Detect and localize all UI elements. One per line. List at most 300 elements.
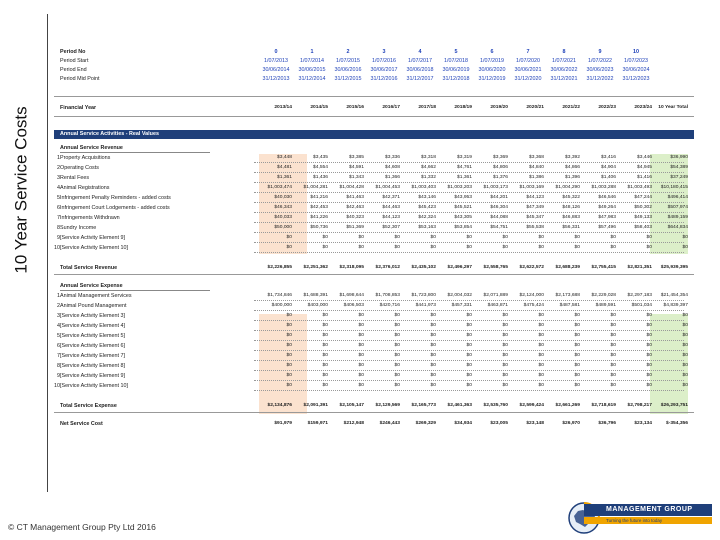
revenue-value-cell[interactable]: $0 xyxy=(538,245,544,250)
expense-value-cell[interactable]: $0 xyxy=(502,373,508,378)
expense-value-cell[interactable]: $0 xyxy=(466,333,472,338)
revenue-value-cell[interactable]: $1,361 xyxy=(277,175,292,180)
expense-value-cell[interactable]: $0 xyxy=(286,383,292,388)
expense-value-cell[interactable]: $0 xyxy=(358,363,364,368)
revenue-value-cell[interactable]: $4,904 xyxy=(601,165,616,170)
period-date-cell[interactable]: 31/12/2016 xyxy=(370,76,398,82)
expense-value-cell[interactable]: $0 xyxy=(646,363,652,368)
expense-value-cell[interactable]: $0 xyxy=(574,363,580,368)
expense-value-cell[interactable]: $463,871 xyxy=(487,303,508,308)
period-date-cell[interactable]: 31/12/2021 xyxy=(550,76,578,82)
expense-value-cell[interactable]: $0 xyxy=(466,343,472,348)
expense-value-cell[interactable]: $0 xyxy=(502,343,508,348)
revenue-value-cell[interactable]: $489,159 xyxy=(667,215,688,220)
expense-value-cell[interactable]: $0 xyxy=(574,323,580,328)
revenue-value-cell[interactable]: $0 xyxy=(286,245,292,250)
revenue-value-cell[interactable]: $4,591 xyxy=(349,165,364,170)
expense-value-cell[interactable]: $406,503 xyxy=(343,303,364,308)
revenue-value-cell[interactable]: $43,146 xyxy=(418,195,436,200)
expense-value-cell[interactable]: $0 xyxy=(358,323,364,328)
revenue-value-cell[interactable]: $44,123 xyxy=(526,195,544,200)
period-number-cell: 10 xyxy=(633,49,639,55)
revenue-value-cell[interactable]: $48,126 xyxy=(562,205,580,210)
period-date-cell[interactable]: 30/06/2023 xyxy=(586,67,614,73)
expense-value-cell[interactable]: $0 xyxy=(682,333,688,338)
expense-value-cell[interactable]: $0 xyxy=(322,343,328,348)
expense-value-cell[interactable]: $0 xyxy=(610,343,616,348)
expense-value-cell[interactable]: $0 xyxy=(466,313,472,318)
revenue-value-cell[interactable]: $1,003,474 xyxy=(267,185,292,190)
revenue-value-cell[interactable]: $4,608 xyxy=(385,165,400,170)
revenue-value-cell[interactable]: $46,883 xyxy=(562,215,580,220)
expense-value-cell[interactable]: $0 xyxy=(610,373,616,378)
expense-value-cell[interactable]: $0 xyxy=(322,323,328,328)
period-date-cell[interactable]: 31/12/2013 xyxy=(262,76,290,82)
revenue-value-cell[interactable]: $0 xyxy=(430,235,436,240)
expense-value-cell[interactable]: $0 xyxy=(286,363,292,368)
revenue-value-cell[interactable]: $0 xyxy=(502,245,508,250)
period-date-cell[interactable]: 31/12/2014 xyxy=(298,76,326,82)
period-date-cell[interactable]: 30/06/2014 xyxy=(262,67,290,73)
revenue-value-cell[interactable]: $42,324 xyxy=(418,215,436,220)
revenue-value-cell[interactable]: $4,840 xyxy=(529,165,544,170)
period-date-cell[interactable]: 30/06/2018 xyxy=(406,67,434,73)
revenue-value-cell[interactable]: $47,983 xyxy=(598,215,616,220)
expense-value-cell[interactable]: $0 xyxy=(466,353,472,358)
expense-value-cell[interactable]: $0 xyxy=(502,333,508,338)
revenue-value-cell[interactable]: $46,546 xyxy=(598,195,616,200)
expense-value-cell[interactable]: $0 xyxy=(646,313,652,318)
expense-value-cell[interactable]: $0 xyxy=(646,373,652,378)
expense-value-cell[interactable]: $420,716 xyxy=(379,303,400,308)
revenue-value-cell[interactable]: $44,201 xyxy=(490,195,508,200)
period-date-cell[interactable]: 31/12/2020 xyxy=(514,76,542,82)
period-date-cell[interactable]: 30/06/2021 xyxy=(514,67,542,73)
revenue-total-cell: $2,688,239 xyxy=(555,265,580,270)
revenue-value-cell[interactable]: $3,336 xyxy=(385,155,400,160)
expense-value-cell[interactable]: $0 xyxy=(358,333,364,338)
net-service-cost-cell: $212,948 xyxy=(343,421,364,426)
expense-value-cell[interactable]: $0 xyxy=(430,333,436,338)
revenue-value-cell[interactable]: $53,163 xyxy=(418,225,436,230)
expense-value-cell[interactable]: $0 xyxy=(394,383,400,388)
revenue-value-cell[interactable]: $1,004,453 xyxy=(375,185,400,190)
period-date-cell[interactable]: 30/06/2022 xyxy=(550,67,578,73)
expense-value-cell[interactable]: $0 xyxy=(286,313,292,318)
expense-row-label: [Service Activity Element 5] xyxy=(60,333,126,339)
expense-value-cell[interactable]: $0 xyxy=(430,323,436,328)
expense-value-cell[interactable]: $0 xyxy=(394,323,400,328)
revenue-value-cell[interactable]: $1,416 xyxy=(637,175,652,180)
expense-value-cell[interactable]: $0 xyxy=(538,363,544,368)
revenue-value-cell[interactable]: $1,003,403 xyxy=(411,185,436,190)
revenue-value-cell[interactable]: $1,396 xyxy=(565,175,580,180)
revenue-value-cell[interactable]: $0 xyxy=(646,245,652,250)
revenue-value-cell[interactable]: $42,371 xyxy=(382,195,400,200)
revenue-value-cell[interactable]: $37,249 xyxy=(670,175,688,180)
expense-value-cell[interactable]: $0 xyxy=(610,363,616,368)
revenue-value-cell[interactable]: $10,180,415 xyxy=(660,185,688,190)
revenue-value-cell[interactable]: $0 xyxy=(646,235,652,240)
revenue-value-cell[interactable]: $0 xyxy=(610,245,616,250)
period-date-cell[interactable]: 31/12/2019 xyxy=(478,76,506,82)
financial-year-label: Financial Year xyxy=(60,105,97,111)
expense-value-cell[interactable]: $0 xyxy=(358,373,364,378)
revenue-value-cell[interactable]: $0 xyxy=(394,235,400,240)
expense-value-cell[interactable]: $441,973 xyxy=(415,303,436,308)
expense-value-cell[interactable]: $0 xyxy=(682,373,688,378)
expense-value-cell[interactable]: $2,071,889 xyxy=(483,293,508,298)
expense-value-cell[interactable]: $0 xyxy=(610,333,616,338)
revenue-value-cell[interactable]: $45,521 xyxy=(454,205,472,210)
revenue-value-cell[interactable]: $41,226 xyxy=(310,215,328,220)
expense-value-cell[interactable]: $0 xyxy=(682,383,688,388)
revenue-row xyxy=(54,224,694,232)
expense-value-cell[interactable]: $0 xyxy=(682,343,688,348)
revenue-value-cell[interactable]: $42,453 xyxy=(310,205,328,210)
row-number: 1 xyxy=(57,155,60,161)
expense-value-cell[interactable]: $0 xyxy=(358,383,364,388)
period-date-cell[interactable]: 1/07/2020 xyxy=(516,58,540,64)
expense-row xyxy=(54,312,694,320)
period-date-cell[interactable]: 1/07/2023 xyxy=(624,58,648,64)
revenue-value-cell[interactable]: $4,662 xyxy=(421,165,436,170)
expense-value-cell[interactable]: $0 xyxy=(466,323,472,328)
revenue-value-cell[interactable]: $3,392 xyxy=(565,155,580,160)
revenue-value-cell[interactable]: $1,376 xyxy=(493,175,508,180)
expense-value-cell[interactable]: $0 xyxy=(538,383,544,388)
revenue-value-cell[interactable]: $47,244 xyxy=(634,195,652,200)
revenue-value-cell[interactable]: $1,003,493 xyxy=(627,185,652,190)
expense-value-cell[interactable]: $0 xyxy=(394,313,400,318)
expense-value-cell[interactable]: $0 xyxy=(502,383,508,388)
expense-value-cell[interactable]: $2,004,032 xyxy=(447,293,472,298)
revenue-value-cell[interactable]: $1,343 xyxy=(349,175,364,180)
revenue-value-cell[interactable]: $3,319 xyxy=(457,155,472,160)
revenue-value-cell[interactable]: $45,423 xyxy=(418,205,436,210)
revenue-row-label: Operating Costs xyxy=(60,165,99,171)
revenue-value-cell[interactable]: $1,361 xyxy=(457,175,472,180)
revenue-value-cell[interactable]: $0 xyxy=(466,245,472,250)
expense-value-cell[interactable]: $501,034 xyxy=(631,303,652,308)
revenue-value-cell[interactable]: $44,463 xyxy=(382,205,400,210)
revenue-value-cell[interactable]: $49,133 xyxy=(634,215,652,220)
expense-value-cell[interactable]: $0 xyxy=(574,313,580,318)
expense-value-cell[interactable]: $0 xyxy=(358,343,364,348)
expense-value-cell[interactable]: $0 xyxy=(538,323,544,328)
expense-value-cell[interactable]: $0 xyxy=(502,363,508,368)
expense-value-cell[interactable]: $400,000 xyxy=(271,303,292,308)
revenue-value-cell[interactable]: $0 xyxy=(286,235,292,240)
expense-value-cell[interactable]: $0 xyxy=(286,323,292,328)
expense-value-cell[interactable]: $0 xyxy=(286,373,292,378)
expense-value-cell[interactable]: $0 xyxy=(538,313,544,318)
revenue-value-cell[interactable]: $51,369 xyxy=(346,225,364,230)
revenue-value-cell[interactable]: $1,332 xyxy=(421,175,436,180)
revenue-value-cell[interactable]: $4,806 xyxy=(493,165,508,170)
expense-value-cell[interactable]: $0 xyxy=(286,353,292,358)
expense-value-cell[interactable]: $0 xyxy=(358,313,364,318)
revenue-value-cell[interactable]: $46,304 xyxy=(490,205,508,210)
revenue-value-cell[interactable]: $0 xyxy=(682,235,688,240)
period-date-cell[interactable]: 1/07/2013 xyxy=(264,58,288,64)
revenue-value-cell[interactable]: $1,406 xyxy=(601,175,616,180)
revenue-value-cell[interactable]: $55,538 xyxy=(526,225,544,230)
revenue-value-cell[interactable]: $3,435 xyxy=(313,155,328,160)
expense-value-cell[interactable]: $0 xyxy=(322,333,328,338)
expense-total-cell: $2,091,391 xyxy=(303,403,328,408)
period-date-cell[interactable]: 30/06/2016 xyxy=(334,67,362,73)
revenue-value-cell[interactable]: $0 xyxy=(430,245,436,250)
net-service-cost-label: Net Service Cost xyxy=(60,421,103,427)
expense-value-cell[interactable]: $0 xyxy=(610,353,616,358)
expense-value-cell[interactable]: $2,297,183 xyxy=(627,293,652,298)
revenue-value-cell[interactable]: $4,481 xyxy=(277,165,292,170)
expense-value-cell[interactable]: $0 xyxy=(322,373,328,378)
expense-value-cell[interactable]: $4,839,397 xyxy=(663,303,688,308)
expense-row xyxy=(54,362,694,370)
period-date-cell[interactable]: 1/07/2015 xyxy=(336,58,360,64)
expense-total-cell: $2,129,569 xyxy=(375,403,400,408)
net-service-cost-cell: $246,443 xyxy=(379,421,400,426)
revenue-value-cell[interactable]: $0 xyxy=(682,245,688,250)
expense-value-cell[interactable]: $0 xyxy=(322,363,328,368)
revenue-value-cell[interactable]: $49,264 xyxy=(598,205,616,210)
revenue-value-cell[interactable]: $36,990 xyxy=(670,155,688,160)
revenue-value-cell[interactable]: $496,414 xyxy=(667,195,688,200)
row-number: 6 xyxy=(57,343,60,349)
expense-value-cell[interactable]: $0 xyxy=(394,373,400,378)
expense-row xyxy=(54,332,694,340)
revenue-value-cell[interactable]: $3,368 xyxy=(529,155,544,160)
revenue-value-cell[interactable]: $46,343 xyxy=(274,205,292,210)
revenue-value-cell[interactable]: $0 xyxy=(322,235,328,240)
period-date-cell[interactable]: 1/07/2017 xyxy=(408,58,432,64)
expense-value-cell[interactable]: $0 xyxy=(574,343,580,348)
expense-value-cell[interactable]: $0 xyxy=(682,323,688,328)
period-date-cell[interactable]: 30/06/2015 xyxy=(298,67,326,73)
expense-value-cell[interactable]: $0 xyxy=(286,333,292,338)
revenue-value-cell[interactable]: $0 xyxy=(358,235,364,240)
revenue-value-cell[interactable]: $41,463 xyxy=(346,195,364,200)
revenue-value-cell[interactable]: $0 xyxy=(466,235,472,240)
revenue-value-cell[interactable]: $1,004,428 xyxy=(339,185,364,190)
expense-row-dots xyxy=(254,350,684,351)
expense-value-cell[interactable]: $0 xyxy=(646,353,652,358)
expense-value-cell[interactable]: $1,734,846 xyxy=(267,293,292,298)
expense-value-cell[interactable]: $0 xyxy=(682,313,688,318)
expense-value-cell[interactable]: $0 xyxy=(574,353,580,358)
expense-value-cell[interactable]: $0 xyxy=(466,383,472,388)
revenue-value-cell[interactable]: $0 xyxy=(538,235,544,240)
period-date-cell[interactable]: 1/07/2022 xyxy=(588,58,612,64)
period-date-cell[interactable]: 1/07/2019 xyxy=(480,58,504,64)
expense-value-cell[interactable]: $2,173,688 xyxy=(555,293,580,298)
expense-value-cell[interactable]: $489,591 xyxy=(595,303,616,308)
revenue-total-cell: $2,251,362 xyxy=(303,265,328,270)
expense-value-cell[interactable]: $0 xyxy=(610,323,616,328)
period-date-label: Period Mid Point xyxy=(60,76,100,82)
expense-value-cell[interactable]: $1,723,800 xyxy=(411,293,436,298)
revenue-value-cell[interactable]: $53,854 xyxy=(454,225,472,230)
period-date-cell[interactable]: 30/06/2019 xyxy=(442,67,470,73)
expense-value-cell[interactable]: $0 xyxy=(286,343,292,348)
revenue-value-cell[interactable]: $44,123 xyxy=(382,215,400,220)
expense-value-cell[interactable]: $0 xyxy=(394,363,400,368)
revenue-value-cell[interactable]: $50,736 xyxy=(310,225,328,230)
expense-value-cell[interactable]: $0 xyxy=(682,363,688,368)
expense-value-cell[interactable]: $0 xyxy=(394,333,400,338)
revenue-value-cell[interactable]: $1,004,281 xyxy=(303,185,328,190)
revenue-value-cell[interactable]: $1,004,290 xyxy=(555,185,580,190)
revenue-value-cell[interactable]: $41,216 xyxy=(310,195,328,200)
period-date-cell[interactable]: 31/12/2017 xyxy=(406,76,434,82)
expense-value-cell[interactable]: $2,229,028 xyxy=(591,293,616,298)
revenue-value-cell[interactable]: $1,003,203 xyxy=(447,185,472,190)
revenue-value-cell[interactable]: $44,088 xyxy=(490,215,508,220)
expense-value-cell[interactable]: $0 xyxy=(646,333,652,338)
revenue-value-cell[interactable]: $54,751 xyxy=(490,225,508,230)
period-date-cell[interactable]: 1/07/2016 xyxy=(372,58,396,64)
expense-value-cell[interactable]: $0 xyxy=(502,323,508,328)
revenue-value-cell[interactable]: $57,496 xyxy=(598,225,616,230)
revenue-value-cell[interactable]: $0 xyxy=(574,245,580,250)
expense-value-cell[interactable]: $0 xyxy=(322,383,328,388)
expense-value-cell[interactable]: $403,000 xyxy=(307,303,328,308)
expense-value-cell[interactable]: $0 xyxy=(430,313,436,318)
expense-value-cell[interactable]: $0 xyxy=(574,383,580,388)
period-date-cell[interactable]: 31/12/2023 xyxy=(622,76,650,82)
period-date-cell[interactable]: 1/07/2014 xyxy=(300,58,324,64)
revenue-value-cell[interactable]: $4,945 xyxy=(637,165,652,170)
revenue-value-cell[interactable]: $3,318 xyxy=(421,155,436,160)
period-date-cell[interactable]: 1/07/2018 xyxy=(444,58,468,64)
expense-value-cell[interactable]: $1,698,644 xyxy=(339,293,364,298)
expense-value-cell[interactable]: $0 xyxy=(430,353,436,358)
expense-value-cell[interactable]: $0 xyxy=(574,333,580,338)
expense-value-cell[interactable]: $0 xyxy=(538,333,544,338)
revenue-value-cell[interactable]: $52,307 xyxy=(382,225,400,230)
expense-value-cell[interactable]: $475,424 xyxy=(523,303,544,308)
revenue-value-cell[interactable]: $50,302 xyxy=(634,205,652,210)
revenue-value-cell[interactable]: $0 xyxy=(394,245,400,250)
revenue-value-cell[interactable]: $1,386 xyxy=(529,175,544,180)
expense-value-cell[interactable]: $0 xyxy=(466,373,472,378)
expense-value-cell[interactable]: $0 xyxy=(358,353,364,358)
period-date-cell[interactable]: 30/06/2024 xyxy=(622,67,650,73)
period-date-cell[interactable]: 30/06/2020 xyxy=(478,67,506,73)
period-date-cell[interactable]: 30/06/2017 xyxy=(370,67,398,73)
revenue-value-cell[interactable]: $0 xyxy=(574,235,580,240)
revenue-value-cell[interactable]: $4,866 xyxy=(565,165,580,170)
net-service-cost-cell: $269,329 xyxy=(415,421,436,426)
revenue-value-cell[interactable]: $1,003,169 xyxy=(519,185,544,190)
revenue-row-label: Sundry Income xyxy=(60,225,97,231)
revenue-value-cell[interactable]: $56,331 xyxy=(562,225,580,230)
expense-value-cell[interactable]: $457,331 xyxy=(451,303,472,308)
revenue-value-cell[interactable]: $40,323 xyxy=(346,215,364,220)
revenue-value-cell[interactable]: $40,033 xyxy=(274,215,292,220)
revenue-total-cell: $2,435,102 xyxy=(411,265,436,270)
expense-value-cell[interactable]: $0 xyxy=(538,343,544,348)
expense-value-cell[interactable]: $0 xyxy=(502,353,508,358)
revenue-value-cell[interactable]: $1,003,288 xyxy=(591,185,616,190)
revenue-value-cell[interactable]: $0 xyxy=(610,235,616,240)
expense-row xyxy=(54,302,694,310)
revenue-value-cell[interactable]: $42,463 xyxy=(346,205,364,210)
revenue-value-cell[interactable]: $1,436 xyxy=(313,175,328,180)
expense-value-cell[interactable]: $0 xyxy=(394,343,400,348)
expense-value-cell[interactable]: $1,688,391 xyxy=(303,293,328,298)
revenue-value-cell[interactable]: $0 xyxy=(322,245,328,250)
revenue-value-cell[interactable]: $40,030 xyxy=(274,195,292,200)
revenue-value-cell[interactable]: $43,953 xyxy=(454,195,472,200)
revenue-value-cell[interactable]: $4,554 xyxy=(313,165,328,170)
revenue-value-cell[interactable]: $47,349 xyxy=(526,205,544,210)
expense-value-cell[interactable]: $0 xyxy=(682,353,688,358)
revenue-value-cell[interactable]: $43,305 xyxy=(454,215,472,220)
period-date-cell[interactable]: 31/12/2018 xyxy=(442,76,470,82)
revenue-value-cell[interactable]: $54,389 xyxy=(670,165,688,170)
period-date-cell[interactable]: 31/12/2015 xyxy=(334,76,362,82)
expense-row xyxy=(54,292,694,300)
expense-value-cell[interactable]: $0 xyxy=(322,313,328,318)
expense-value-cell[interactable]: $487,581 xyxy=(559,303,580,308)
expense-value-cell[interactable]: $21,454,354 xyxy=(660,293,688,298)
period-date-cell[interactable]: 1/07/2021 xyxy=(552,58,576,64)
period-date-cell[interactable]: 31/12/2022 xyxy=(586,76,614,82)
revenue-value-cell[interactable]: $1,366 xyxy=(385,175,400,180)
revenue-value-cell[interactable]: $0 xyxy=(358,245,364,250)
expense-value-cell[interactable]: $0 xyxy=(646,323,652,328)
expense-value-cell[interactable]: $0 xyxy=(610,383,616,388)
revenue-value-cell[interactable]: $3,416 xyxy=(601,155,616,160)
expense-value-cell[interactable]: $0 xyxy=(502,313,508,318)
revenue-value-cell[interactable]: $3,448 xyxy=(277,155,292,160)
spreadsheet-view[interactable] xyxy=(54,44,694,472)
expense-value-cell[interactable]: $0 xyxy=(538,353,544,358)
revenue-value-cell[interactable]: $3,369 xyxy=(493,155,508,160)
revenue-value-cell[interactable]: $58,403 xyxy=(634,225,652,230)
row-number: 4 xyxy=(57,323,60,329)
expense-value-cell[interactable]: $0 xyxy=(430,343,436,348)
expense-value-cell[interactable]: $0 xyxy=(394,353,400,358)
revenue-value-cell[interactable]: $1,003,173 xyxy=(483,185,508,190)
expense-value-cell[interactable]: $0 xyxy=(430,363,436,368)
expense-value-cell[interactable]: $0 xyxy=(610,313,616,318)
slide-title-container xyxy=(4,30,40,350)
expense-value-cell[interactable]: $1,708,853 xyxy=(375,293,400,298)
expense-value-cell[interactable]: $0 xyxy=(574,373,580,378)
expense-value-cell[interactable]: $0 xyxy=(646,383,652,388)
revenue-value-cell[interactable]: $3,446 xyxy=(637,155,652,160)
revenue-value-cell[interactable]: $45,347 xyxy=(526,215,544,220)
expense-value-cell[interactable]: $0 xyxy=(646,343,652,348)
expense-value-cell[interactable]: $0 xyxy=(322,353,328,358)
revenue-value-cell[interactable]: $0 xyxy=(502,235,508,240)
revenue-value-cell[interactable]: $507,974 xyxy=(667,205,688,210)
expense-value-cell[interactable]: $2,124,000 xyxy=(519,293,544,298)
expense-value-cell[interactable]: $0 xyxy=(430,373,436,378)
revenue-value-cell[interactable]: $3,385 xyxy=(349,155,364,160)
revenue-value-cell[interactable]: $45,322 xyxy=(562,195,580,200)
revenue-value-cell[interactable]: $50,000 xyxy=(274,225,292,230)
expense-value-cell[interactable]: $0 xyxy=(538,373,544,378)
expense-value-cell[interactable]: $0 xyxy=(430,383,436,388)
revenue-value-cell[interactable]: $644,834 xyxy=(667,225,688,230)
expense-value-cell[interactable]: $0 xyxy=(466,363,472,368)
revenue-value-cell[interactable]: $4,761 xyxy=(457,165,472,170)
